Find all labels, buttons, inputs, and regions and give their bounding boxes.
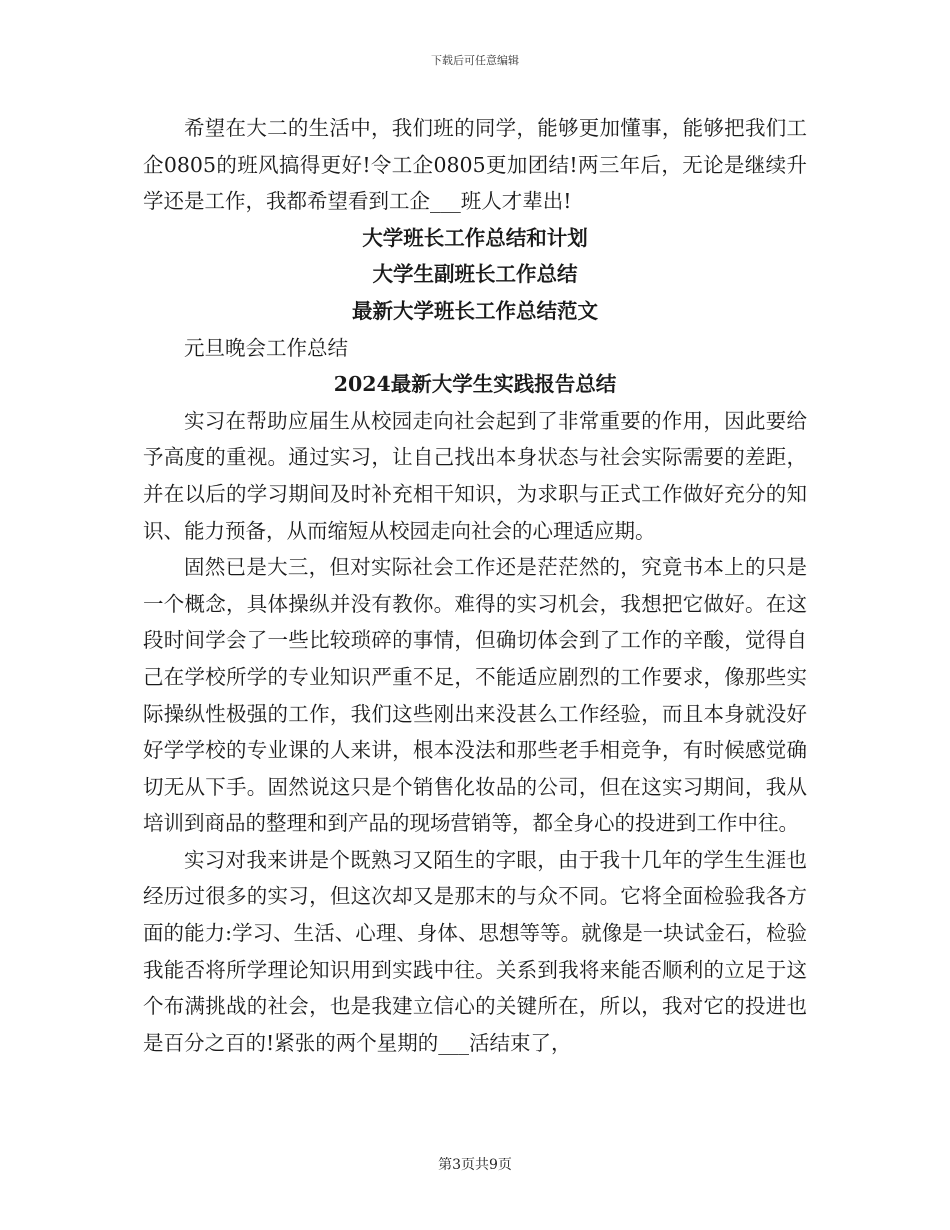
heading-latest-monitor-summary: 最新大学班长工作总结范文 — [352, 298, 598, 323]
heading-vice-monitor-summary: 大学生副班长工作总结 — [372, 262, 578, 287]
page-number-footer: 第3页共9页 — [438, 1157, 512, 1173]
paragraph-internship-meaning: 实习对我来讲是个既熟习又陌生的字眼，由于我十几年的学生生涯也经历过很多的实习，但这次却又是那末的与众不同。它将全面检验我各方面的能力:学习、生活、心理、身体、思想等等。就像是一块试金石，检验我能否将所学理论知识用到实践中往。关系到我将来能否顺利的立足于这个布满挑战的社会，也是我建立信心的关键所在，所以，我对它的投进也是百分之百的!紧张的两个星期的___活结束了， — [143, 847, 807, 1055]
page-header: 下载后可任意编辑 — [431, 54, 519, 67]
heading-class-monitor-summary-plan: 大学班长工作总结和计划 — [362, 225, 588, 250]
intro-paragraph: 希望在大二的生活中，我们班的同学，能够更加懂事，能够把我们工企0805的班风搞得更好!令工企0805更加团结!两三年后，无论是继续升学还是工作，我都希望看到工企___班人才辈出! — [143, 116, 807, 214]
new-year-party-summary-line: 元旦晚会工作总结 — [184, 335, 348, 360]
paragraph-internship-experience: 固然已是大三，但对实际社会工作还是茫茫然的，究竟书本上的只是一个概念，具体操纵并没有教你。难得的实习机会，我想把它做好。在这段时间学会了一些比较琐碎的事情，但确切体会到了工作的辛酸，觉得自己在学校所学的专业知识严重不足，不能适应剧烈的工作要求，像那些实际操纵性极强的工作，我们这些刚出来没甚么工作经验，而且本身就没好好学学校的专业课的人来讲，根本没法和那些老手相竞争，有时候感觉确切无从下手。固然说这只是个销售化妆品的公司，但在这实习期间，我从培训到商品的整理和到产品的现场营销等，都全身心的投进到工作中往。 — [143, 555, 807, 836]
paragraph-internship-importance: 实习在帮助应届生从校园走向社会起到了非常重要的作用，因此要给予高度的重视。通过实习，让自己找出本身状态与社会实际需要的差距，并在以后的学习期间及时补充相干知识，为求职与正式工作做好充分的知识、能力预备，从而缩短从校园走向社会的心理适应期。 — [143, 408, 807, 543]
document-body — [143, 110, 807, 1061]
heading-practice-report-summary: 2024最新大学生实践报告总结 — [333, 372, 617, 397]
